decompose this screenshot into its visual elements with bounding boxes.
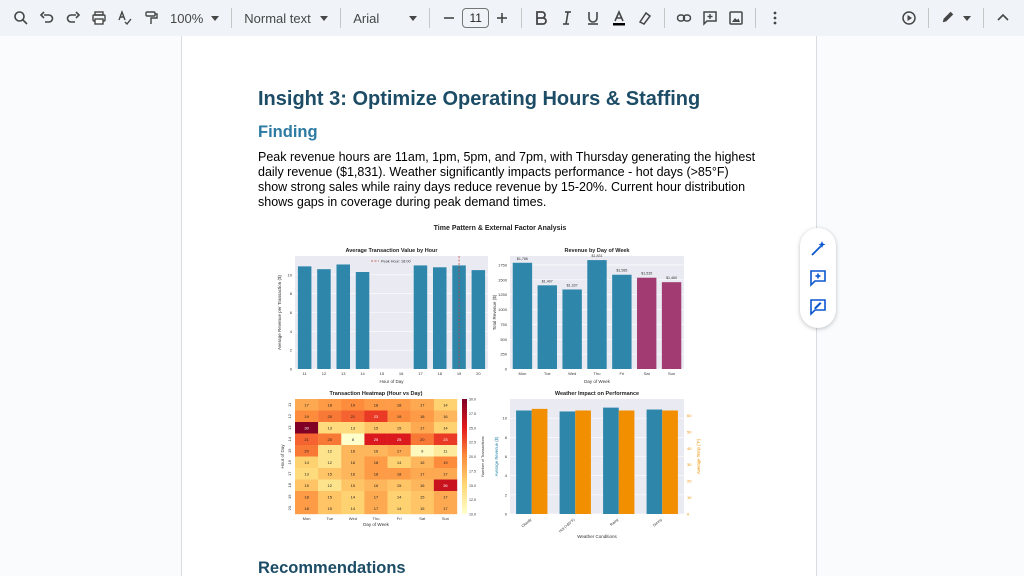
cell-value: 21 — [350, 413, 356, 419]
bar — [538, 285, 557, 369]
colorbar — [462, 399, 467, 514]
cell-value: 16 — [420, 482, 425, 488]
revenue-bar — [603, 408, 619, 514]
y2-tick-label: 40 — [687, 445, 692, 451]
y-tick-label: 6 — [289, 310, 292, 315]
cell-value: 19 — [304, 413, 309, 419]
cell-value: 15 — [327, 471, 332, 477]
y-tick-label: 1500 — [498, 277, 507, 283]
style-select[interactable] — [238, 5, 334, 31]
x-tick-label: Fri — [619, 371, 625, 376]
cell-value: 14 — [350, 494, 356, 500]
bar — [336, 264, 350, 369]
cell-value: 20 — [420, 436, 425, 442]
cell-value: 16 — [350, 471, 356, 477]
colorbar-tick-label: 25.0 — [469, 426, 476, 431]
y-tick-label: 4 — [289, 328, 292, 334]
cell-value: 17 — [443, 494, 448, 500]
data-label: $1,460 — [666, 276, 678, 281]
y-tick-label: 13 — [287, 425, 292, 430]
y-tick-label: 20 — [287, 506, 292, 511]
cell-value: 17 — [373, 494, 379, 500]
y-tick-label: 8 — [289, 291, 292, 297]
y-tick-label: 16 — [287, 460, 292, 465]
cell-value: 12 — [327, 459, 332, 465]
cell-value: 16 — [373, 448, 379, 454]
x-tick-label: Sun — [668, 371, 676, 376]
x-axis-label: Day of Week — [363, 522, 389, 527]
cell-value: 8 — [351, 436, 354, 442]
x-tick-label: Rainy — [609, 517, 620, 528]
cell-value: 23 — [443, 436, 448, 442]
cell-value: 14 — [350, 505, 356, 511]
edit-mode-icon — [941, 10, 955, 27]
cell-value: 19 — [350, 402, 356, 408]
colorbar-label: Number of Transactions — [481, 436, 485, 477]
toolbar-divider — [521, 8, 522, 28]
y2-tick-label: 60 — [687, 412, 692, 418]
y-tick-label: 1250 — [498, 292, 507, 298]
x-tick-label: Wed — [348, 516, 357, 521]
edit-mode-select[interactable] — [935, 5, 977, 31]
y-tick-label: 12 — [287, 414, 292, 419]
cell-value: 20 — [327, 413, 332, 419]
data-label: $1,407 — [541, 279, 553, 284]
chart-title: Average Transaction Value by Hour — [345, 248, 438, 254]
y2-tick-label: 20 — [687, 478, 692, 484]
finding-paragraph: Peak revenue hours are 11am, 1pm, 5pm, and 7pm, with Thursday generating the highest daily revenue ($1,831). Weather significantly impacts performance - hot days (>85°F) show strong sales while rainy days reduce revenue by 15-20%. Current hour distribution shows gaps in coverage during peak demand times. — [258, 150, 756, 209]
minus-icon[interactable] — [436, 5, 462, 31]
x-tick-label: Mon — [302, 516, 311, 521]
cell-value: 13 — [327, 425, 332, 431]
cell-value: 18 — [327, 402, 332, 408]
x-tick-label: Sat — [419, 516, 426, 521]
cell-value: 25 — [396, 436, 402, 442]
figure-title: Time Pattern & External Factor Analysis — [433, 225, 567, 232]
legend-label: Peak Hour: 18:00 — [381, 259, 411, 264]
cell-value: 15 — [373, 425, 379, 431]
cell-value: 16 — [373, 482, 379, 488]
cell-value: 15 — [396, 482, 402, 488]
data-label: $1,831 — [591, 254, 603, 259]
toolbar-divider — [928, 8, 929, 28]
x-tick-label: Sunny — [652, 517, 663, 528]
bar — [637, 278, 656, 369]
x-tick-label: 14 — [360, 371, 365, 376]
cell-value: 14 — [443, 402, 448, 408]
add-comment-icon[interactable] — [697, 5, 723, 31]
recommendations-heading: Recommendations — [258, 559, 406, 576]
y-tick-label: 0 — [504, 511, 507, 517]
font-size-input[interactable]: 11 — [462, 8, 489, 28]
temperature-bar — [575, 411, 591, 515]
style-value: Normal text — [244, 10, 311, 26]
plus-icon[interactable] — [489, 5, 515, 31]
colorbar-tick-label: 17.5 — [469, 469, 476, 474]
cell-value: 18 — [304, 505, 309, 511]
collapse-icon[interactable] — [990, 5, 1016, 31]
cell-value: 14 — [443, 425, 448, 431]
chevron-down-icon — [963, 16, 971, 21]
cell-value: 16 — [350, 448, 356, 454]
y-tick-label: 0 — [504, 366, 507, 372]
cell-value: 15 — [420, 494, 425, 500]
bar — [562, 289, 581, 369]
x-tick-label: 15 — [379, 371, 385, 376]
add-comment-icon[interactable] — [807, 267, 829, 289]
bar — [356, 272, 370, 369]
y-tick-label: 1750 — [498, 262, 507, 268]
cell-value: 20 — [327, 436, 332, 442]
cell-value: 26 — [443, 482, 448, 488]
colorbar-tick-label: 15.0 — [469, 483, 476, 488]
paint-format-icon[interactable] — [138, 5, 164, 31]
cell-value: 30 — [304, 425, 309, 431]
print-icon[interactable] — [86, 5, 112, 31]
toolbar-right — [896, 5, 1016, 31]
colorbar-tick-label: 27.5 — [469, 411, 476, 416]
y-axis-label: Hour of Day — [280, 444, 285, 469]
cell-value: 15 — [350, 482, 356, 488]
cell-value: 18 — [304, 494, 309, 500]
cell-value: 14 — [304, 459, 309, 465]
daily-revenue-chart — [491, 244, 706, 391]
cell-value: 15 — [396, 425, 402, 431]
font-select[interactable] — [347, 5, 423, 31]
x-tick-label: 19 — [456, 371, 462, 376]
y-tick-label: 2 — [289, 347, 292, 353]
underline-icon[interactable] — [580, 5, 606, 31]
x-tick-label: Wed — [568, 371, 577, 376]
y-tick-label: 17 — [287, 471, 292, 476]
y-tick-label: 2 — [504, 492, 507, 498]
y-tick-label: 14 — [287, 437, 292, 442]
y-axis-label: Total Revenue ($) — [492, 294, 497, 331]
cell-value: 18 — [373, 402, 379, 408]
cell-value: 21 — [304, 436, 309, 442]
x-tick-label: 18 — [437, 371, 442, 376]
x-tick-label: Hot (>85°F) — [558, 517, 576, 534]
x-axis-label: Weather Conditions — [577, 534, 617, 539]
x-tick-label: Tue — [543, 371, 551, 376]
bold-icon[interactable] — [528, 5, 554, 31]
colorbar-tick-label: 30.0 — [469, 397, 476, 402]
x-tick-label: Mon — [518, 371, 527, 376]
cell-value: 15 — [304, 482, 309, 488]
revenue-bar — [560, 411, 576, 514]
toolbar-divider — [983, 8, 984, 28]
y-tick-label: 6 — [504, 454, 507, 459]
y-axis-label: Average Revenue ($) — [494, 436, 499, 477]
cell-value: 13 — [350, 425, 356, 431]
data-label: $1,535 — [641, 271, 653, 276]
cell-value: 14 — [396, 505, 402, 511]
chart-title: Revenue by Day of Week — [564, 248, 630, 254]
cell-value: 9 — [421, 448, 424, 454]
insert-image-icon[interactable] — [723, 5, 749, 31]
x-tick-label: 13 — [341, 371, 346, 376]
italic-icon[interactable] — [554, 5, 580, 31]
colorbar-tick-label: 20.0 — [469, 455, 476, 459]
x-tick-label: Fri — [396, 516, 402, 521]
link-icon[interactable] — [671, 5, 697, 31]
suggest-edit-icon[interactable] — [807, 296, 829, 318]
cell-value: 25 — [373, 436, 379, 442]
hourly-transaction-chart — [277, 244, 491, 391]
cell-value: 14 — [396, 459, 402, 465]
bar — [612, 275, 631, 369]
colorbar-tick-label: 10.0 — [469, 512, 476, 517]
data-label: $1,786 — [516, 256, 528, 261]
cell-value: 18 — [373, 459, 379, 465]
colorbar-tick-label: 12.5 — [469, 498, 476, 503]
finding-heading: Finding — [258, 123, 318, 141]
zoom-select[interactable] — [164, 5, 225, 31]
cell-value: 13 — [304, 471, 309, 477]
chart-title: Transaction Heatmap (Hour vs Day) — [329, 391, 423, 397]
search-icon[interactable] — [8, 5, 34, 31]
cell-value: 12 — [327, 482, 332, 488]
cell-value: 18 — [420, 413, 425, 419]
chevron-down-icon — [409, 16, 417, 21]
side-action-panel — [800, 228, 836, 328]
cell-value: 15 — [327, 494, 332, 500]
y2-axis-label: Average Temp (°F) — [696, 438, 701, 475]
cell-value: 17 — [373, 505, 379, 511]
y-tick-label: 18 — [287, 483, 292, 488]
x-tick-label: 16 — [398, 371, 404, 376]
x-tick-label: 12 — [321, 371, 327, 376]
insight-heading: Insight 3: Optimize Operating Hours & Staffing — [258, 88, 701, 110]
y-tick-label: 0 — [289, 366, 292, 372]
y-tick-label: 750 — [500, 321, 507, 327]
bar — [662, 282, 681, 369]
cell-value: 14 — [396, 494, 402, 500]
y2-tick-label: 10 — [687, 495, 692, 501]
x-tick-label: 17 — [418, 371, 423, 376]
toolbar-divider — [340, 8, 341, 28]
y2-tick-label: 50 — [687, 429, 692, 435]
x-tick-label: Sun — [441, 516, 449, 521]
y-tick-label: 15 — [287, 448, 292, 453]
highlight-icon[interactable] — [632, 5, 658, 31]
y-axis-label: Average Revenue per Transaction ($) — [277, 275, 282, 350]
temperature-bar — [619, 411, 635, 515]
y2-tick-label: 0 — [687, 511, 690, 517]
cell-value: 20 — [304, 448, 309, 454]
y-tick-label: 10 — [287, 272, 292, 278]
revenue-bar — [647, 410, 663, 514]
cell-value: 17 — [420, 402, 425, 408]
cell-value: 17 — [396, 448, 402, 454]
y-tick-label: 8 — [504, 434, 507, 440]
toolbar-divider — [231, 8, 232, 28]
toolbar-divider — [755, 8, 756, 28]
x-tick-label: Cloudy — [520, 517, 533, 529]
cell-value: 16 — [350, 459, 356, 465]
toolbar-divider — [429, 8, 430, 28]
magic-edit-icon[interactable] — [807, 238, 829, 260]
cell-value: 17 — [420, 425, 425, 431]
cell-value: 19 — [443, 459, 448, 465]
x-tick-label: 11 — [302, 371, 307, 376]
cell-value: 16 — [420, 459, 425, 465]
undo-icon[interactable] — [34, 5, 60, 31]
bar — [414, 265, 428, 369]
bar — [587, 260, 606, 369]
x-tick-label: Sat — [643, 371, 650, 376]
cell-value: 17 — [443, 471, 448, 477]
cell-value: 23 — [373, 413, 379, 419]
history-icon[interactable] — [896, 5, 922, 31]
cell-value: 18 — [396, 402, 402, 408]
y-tick-label: 19 — [287, 494, 292, 499]
chevron-down-icon — [320, 16, 328, 21]
redo-icon[interactable] — [60, 5, 86, 31]
bar — [472, 270, 486, 369]
cell-value: 15 — [327, 505, 332, 511]
cell-value: 17 — [443, 505, 448, 511]
y-tick-label: 250 — [500, 351, 507, 357]
y-tick-label: 1000 — [498, 307, 507, 313]
font-value: Arial — [353, 10, 380, 26]
toolbar-divider — [664, 8, 665, 28]
cell-value: 11 — [443, 448, 448, 454]
data-label: $1,585 — [616, 268, 628, 273]
colorbar-tick-label: 22.5 — [469, 440, 476, 445]
chart-title: Weather Impact on Performance — [554, 391, 640, 397]
x-tick-label: Thu — [593, 371, 601, 376]
cell-value: 17 — [420, 471, 425, 477]
toolbar — [0, 0, 1024, 36]
y-tick-label: 500 — [500, 336, 507, 342]
y-tick-label: 4 — [504, 473, 507, 479]
bar — [433, 267, 447, 369]
y2-tick-label: 30 — [687, 462, 692, 468]
cell-value: 16 — [443, 413, 448, 419]
x-tick-label: Tue — [326, 516, 334, 521]
text-color-icon[interactable] — [606, 5, 632, 31]
transaction-heatmap — [281, 387, 491, 532]
bar — [317, 269, 331, 369]
spellcheck-icon[interactable] — [112, 5, 138, 31]
bar — [298, 266, 312, 369]
zoom-value: 100% — [170, 10, 204, 26]
cell-value: 18 — [396, 471, 402, 477]
x-tick-label: 20 — [476, 371, 481, 376]
cell-value: 15 — [420, 505, 425, 511]
cell-value: 17 — [304, 402, 309, 408]
cell-value: 19 — [396, 413, 402, 419]
x-axis-label: Day of Week — [584, 379, 610, 384]
cell-value: 12 — [327, 448, 332, 454]
temperature-bar — [662, 411, 678, 515]
chevron-down-icon — [211, 16, 219, 21]
data-label: $1,337 — [566, 283, 578, 288]
revenue-bar — [516, 411, 532, 515]
more-icon[interactable] — [762, 5, 788, 31]
cell-value: 18 — [373, 471, 379, 477]
x-tick-label: Thu — [372, 516, 380, 521]
y-tick-label: 10 — [502, 415, 507, 421]
x-axis-label: Hour of Day — [379, 379, 404, 384]
document-page[interactable] — [181, 36, 817, 576]
weather-impact-chart — [491, 387, 716, 548]
temperature-bar — [532, 409, 548, 514]
y-tick-label: 11 — [287, 402, 292, 407]
bar — [513, 263, 532, 369]
